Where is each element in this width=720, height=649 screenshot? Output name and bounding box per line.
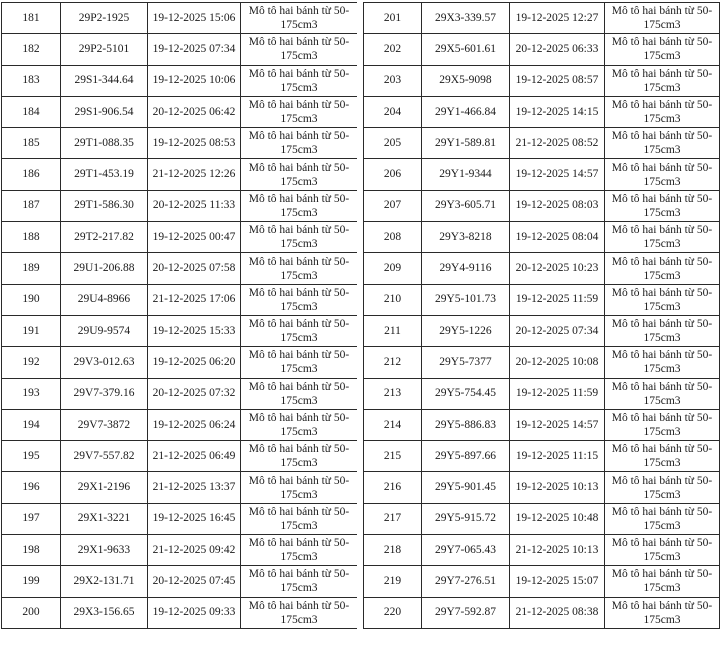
vehicle-type-cell: Mô tô hai bánh từ 50-175cm3 bbox=[241, 503, 358, 534]
stt-cell: 191 bbox=[2, 315, 61, 346]
plate-cell: 29U1-206.88 bbox=[61, 253, 148, 284]
vehicle-type-cell: Mô tô hai bánh từ 50-175cm3 bbox=[241, 284, 358, 315]
plate-cell: 29X1-2196 bbox=[61, 472, 148, 503]
stt-cell: 198 bbox=[2, 535, 61, 566]
plate-cell: 29Y5-901.45 bbox=[422, 472, 510, 503]
plate-cell: 29X3-156.65 bbox=[61, 597, 148, 628]
time-cell: 21-12-2025 17:06 bbox=[148, 284, 241, 315]
plate-cell: 29Y5-915.72 bbox=[422, 503, 510, 534]
vehicle-type-cell: Mô tô hai bánh từ 50-175cm3 bbox=[605, 378, 720, 409]
table-row bbox=[2, 65, 358, 96]
stt-cell: 220 bbox=[364, 597, 422, 628]
time-cell: 20-12-2025 11:33 bbox=[148, 190, 241, 221]
plate-cell: 29P2-5101 bbox=[61, 34, 148, 65]
time-cell: 19-12-2025 14:57 bbox=[510, 159, 605, 190]
time-cell: 19-12-2025 11:59 bbox=[510, 284, 605, 315]
stt-cell: 219 bbox=[364, 566, 422, 597]
table-row bbox=[364, 253, 720, 284]
plate-cell: 29X2-131.71 bbox=[61, 566, 148, 597]
table-row bbox=[364, 409, 720, 440]
stt-cell: 214 bbox=[364, 409, 422, 440]
vehicle-type-cell: Mô tô hai bánh từ 50-175cm3 bbox=[241, 222, 358, 253]
plate-cell: 29V7-379.16 bbox=[61, 378, 148, 409]
plate-cell: 29X1-9633 bbox=[61, 535, 148, 566]
stt-cell: 185 bbox=[2, 128, 61, 159]
table-row bbox=[364, 159, 720, 190]
stt-cell: 205 bbox=[364, 128, 422, 159]
plate-cell: 29U4-8966 bbox=[61, 284, 148, 315]
table-row bbox=[364, 347, 720, 378]
table-row bbox=[364, 566, 720, 597]
stt-cell: 200 bbox=[2, 597, 61, 628]
plate-cell: 29Y7-065.43 bbox=[422, 535, 510, 566]
stt-cell: 188 bbox=[2, 222, 61, 253]
plate-cell: 29T1-586.30 bbox=[61, 190, 148, 221]
time-cell: 20-12-2025 07:34 bbox=[510, 315, 605, 346]
vehicle-type-cell: Mô tô hai bánh từ 50-175cm3 bbox=[241, 315, 358, 346]
vehicle-type-cell: Mô tô hai bánh từ 50-175cm3 bbox=[605, 253, 720, 284]
vehicle-type-cell: Mô tô hai bánh từ 50-175cm3 bbox=[605, 441, 720, 472]
plate-cell: 29Y1-9344 bbox=[422, 159, 510, 190]
vehicle-type-cell: Mô tô hai bánh từ 50-175cm3 bbox=[605, 34, 720, 65]
plate-cell: 29U9-9574 bbox=[61, 315, 148, 346]
table-row bbox=[2, 566, 358, 597]
plate-cell: 29X5-601.61 bbox=[422, 34, 510, 65]
vehicle-type-cell: Mô tô hai bánh từ 50-175cm3 bbox=[241, 597, 358, 628]
time-cell: 19-12-2025 14:57 bbox=[510, 409, 605, 440]
stt-cell: 201 bbox=[364, 3, 422, 34]
table-row bbox=[364, 503, 720, 534]
plate-cell: 29Y5-754.45 bbox=[422, 378, 510, 409]
plate-cell: 29T1-088.35 bbox=[61, 128, 148, 159]
plate-cell: 29Y1-466.84 bbox=[422, 96, 510, 127]
plate-cell: 29V7-557.82 bbox=[61, 441, 148, 472]
plate-cell: 29Y3-8218 bbox=[422, 222, 510, 253]
stt-cell: 202 bbox=[364, 34, 422, 65]
table-row bbox=[364, 597, 720, 628]
stt-cell: 217 bbox=[364, 503, 422, 534]
vehicle-type-cell: Mô tô hai bánh từ 50-175cm3 bbox=[241, 566, 358, 597]
vehicle-type-cell: Mô tô hai bánh từ 50-175cm3 bbox=[241, 190, 358, 221]
stt-cell: 193 bbox=[2, 378, 61, 409]
stt-cell: 190 bbox=[2, 284, 61, 315]
table-row bbox=[364, 190, 720, 221]
vehicle-type-cell: Mô tô hai bánh từ 50-175cm3 bbox=[605, 222, 720, 253]
plate-cell: 29Y1-589.81 bbox=[422, 128, 510, 159]
plate-cell: 29Y4-9116 bbox=[422, 253, 510, 284]
time-cell: 20-12-2025 06:42 bbox=[148, 96, 241, 127]
table-row bbox=[364, 222, 720, 253]
time-cell: 19-12-2025 15:07 bbox=[510, 566, 605, 597]
table-row bbox=[2, 253, 358, 284]
stt-cell: 204 bbox=[364, 96, 422, 127]
stt-cell: 196 bbox=[2, 472, 61, 503]
table-row bbox=[2, 3, 358, 34]
time-cell: 19-12-2025 12:27 bbox=[510, 3, 605, 34]
stt-cell: 203 bbox=[364, 65, 422, 96]
time-cell: 19-12-2025 10:48 bbox=[510, 503, 605, 534]
vehicle-type-cell: Mô tô hai bánh từ 50-175cm3 bbox=[605, 503, 720, 534]
table-row bbox=[364, 3, 720, 34]
stt-cell: 211 bbox=[364, 315, 422, 346]
time-cell: 19-12-2025 08:04 bbox=[510, 222, 605, 253]
time-cell: 21-12-2025 12:26 bbox=[148, 159, 241, 190]
plate-cell: 29Y5-1226 bbox=[422, 315, 510, 346]
time-cell: 21-12-2025 13:37 bbox=[148, 472, 241, 503]
table-row bbox=[2, 378, 358, 409]
time-cell: 19-12-2025 00:47 bbox=[148, 222, 241, 253]
plate-cell: 29Y5-7377 bbox=[422, 347, 510, 378]
table-row bbox=[364, 472, 720, 503]
table-row bbox=[364, 378, 720, 409]
time-cell: 21-12-2025 10:13 bbox=[510, 535, 605, 566]
vehicle-type-cell: Mô tô hai bánh từ 50-175cm3 bbox=[241, 159, 358, 190]
stt-cell: 213 bbox=[364, 378, 422, 409]
vehicle-type-cell: Mô tô hai bánh từ 50-175cm3 bbox=[241, 96, 358, 127]
stt-cell: 183 bbox=[2, 65, 61, 96]
time-cell: 19-12-2025 15:33 bbox=[148, 315, 241, 346]
time-cell: 19-12-2025 08:57 bbox=[510, 65, 605, 96]
time-cell: 19-12-2025 15:06 bbox=[148, 3, 241, 34]
vehicle-type-cell: Mô tô hai bánh từ 50-175cm3 bbox=[605, 315, 720, 346]
table-row bbox=[2, 597, 358, 628]
stt-cell: 210 bbox=[364, 284, 422, 315]
table-row bbox=[364, 315, 720, 346]
vehicle-type-cell: Mô tô hai bánh từ 50-175cm3 bbox=[241, 128, 358, 159]
vehicle-type-cell: Mô tô hai bánh từ 50-175cm3 bbox=[241, 65, 358, 96]
table-row bbox=[2, 128, 358, 159]
vehicle-type-cell: Mô tô hai bánh từ 50-175cm3 bbox=[605, 409, 720, 440]
time-cell: 21-12-2025 09:42 bbox=[148, 535, 241, 566]
table-row bbox=[364, 34, 720, 65]
plate-cell: 29V3-012.63 bbox=[61, 347, 148, 378]
time-cell: 19-12-2025 09:33 bbox=[148, 597, 241, 628]
time-cell: 21-12-2025 08:38 bbox=[510, 597, 605, 628]
table-row bbox=[364, 65, 720, 96]
plate-cell: 29T2-217.82 bbox=[61, 222, 148, 253]
violations-table-left bbox=[1, 2, 358, 629]
vehicle-type-cell: Mô tô hai bánh từ 50-175cm3 bbox=[605, 347, 720, 378]
plate-cell: 29Y5-886.83 bbox=[422, 409, 510, 440]
table-row bbox=[2, 190, 358, 221]
time-cell: 19-12-2025 16:45 bbox=[148, 503, 241, 534]
plate-cell: 29X1-3221 bbox=[61, 503, 148, 534]
violations-table-right bbox=[363, 2, 720, 629]
table-row bbox=[2, 409, 358, 440]
vehicle-type-cell: Mô tô hai bánh từ 50-175cm3 bbox=[605, 96, 720, 127]
time-cell: 19-12-2025 08:03 bbox=[510, 190, 605, 221]
table-row bbox=[2, 472, 358, 503]
stt-cell: 212 bbox=[364, 347, 422, 378]
vehicle-type-cell: Mô tô hai bánh từ 50-175cm3 bbox=[605, 535, 720, 566]
time-cell: 21-12-2025 06:49 bbox=[148, 441, 241, 472]
stt-cell: 181 bbox=[2, 3, 61, 34]
time-cell: 20-12-2025 10:23 bbox=[510, 253, 605, 284]
stt-cell: 216 bbox=[364, 472, 422, 503]
vehicle-type-cell: Mô tô hai bánh từ 50-175cm3 bbox=[605, 190, 720, 221]
time-cell: 19-12-2025 14:15 bbox=[510, 96, 605, 127]
stt-cell: 189 bbox=[2, 253, 61, 284]
plate-cell: 29V7-3872 bbox=[61, 409, 148, 440]
time-cell: 20-12-2025 07:32 bbox=[148, 378, 241, 409]
table-row bbox=[364, 441, 720, 472]
plate-cell: 29P2-1925 bbox=[61, 3, 148, 34]
plate-cell: 29T1-453.19 bbox=[61, 159, 148, 190]
vehicle-type-cell: Mô tô hai bánh từ 50-175cm3 bbox=[605, 159, 720, 190]
table-row bbox=[2, 315, 358, 346]
time-cell: 20-12-2025 10:08 bbox=[510, 347, 605, 378]
table-row bbox=[364, 284, 720, 315]
table-row bbox=[364, 128, 720, 159]
vehicle-type-cell: Mô tô hai bánh từ 50-175cm3 bbox=[605, 284, 720, 315]
table-row bbox=[2, 347, 358, 378]
time-cell: 20-12-2025 06:33 bbox=[510, 34, 605, 65]
time-cell: 20-12-2025 07:45 bbox=[148, 566, 241, 597]
stt-cell: 192 bbox=[2, 347, 61, 378]
time-cell: 19-12-2025 07:34 bbox=[148, 34, 241, 65]
vehicle-type-cell: Mô tô hai bánh từ 50-175cm3 bbox=[605, 128, 720, 159]
vehicle-type-cell: Mô tô hai bánh từ 50-175cm3 bbox=[241, 409, 358, 440]
stt-cell: 194 bbox=[2, 409, 61, 440]
vehicle-type-cell: Mô tô hai bánh từ 50-175cm3 bbox=[241, 441, 358, 472]
stt-cell: 184 bbox=[2, 96, 61, 127]
plate-cell: 29S1-906.54 bbox=[61, 96, 148, 127]
table-row bbox=[2, 222, 358, 253]
vehicle-type-cell: Mô tô hai bánh từ 50-175cm3 bbox=[241, 253, 358, 284]
vehicle-type-cell: Mô tô hai bánh từ 50-175cm3 bbox=[605, 472, 720, 503]
table-row bbox=[2, 34, 358, 65]
time-cell: 19-12-2025 06:20 bbox=[148, 347, 241, 378]
table-row bbox=[2, 535, 358, 566]
plate-cell: 29Y7-276.51 bbox=[422, 566, 510, 597]
time-cell: 21-12-2025 08:52 bbox=[510, 128, 605, 159]
plate-cell: 29X5-9098 bbox=[422, 65, 510, 96]
vehicle-type-cell: Mô tô hai bánh từ 50-175cm3 bbox=[241, 535, 358, 566]
vehicle-type-cell: Mô tô hai bánh từ 50-175cm3 bbox=[241, 34, 358, 65]
table-row bbox=[2, 96, 358, 127]
table-body-right bbox=[364, 3, 720, 629]
stt-cell: 187 bbox=[2, 190, 61, 221]
vehicle-type-cell: Mô tô hai bánh từ 50-175cm3 bbox=[241, 378, 358, 409]
table-body-left bbox=[2, 3, 358, 629]
stt-cell: 208 bbox=[364, 222, 422, 253]
plate-cell: 29Y7-592.87 bbox=[422, 597, 510, 628]
stt-cell: 195 bbox=[2, 441, 61, 472]
stt-cell: 206 bbox=[364, 159, 422, 190]
stt-cell: 186 bbox=[2, 159, 61, 190]
stt-cell: 209 bbox=[364, 253, 422, 284]
time-cell: 19-12-2025 11:59 bbox=[510, 378, 605, 409]
plate-cell: 29Y5-101.73 bbox=[422, 284, 510, 315]
stt-cell: 215 bbox=[364, 441, 422, 472]
plate-cell: 29Y5-897.66 bbox=[422, 441, 510, 472]
table-row bbox=[2, 159, 358, 190]
time-cell: 20-12-2025 07:58 bbox=[148, 253, 241, 284]
time-cell: 19-12-2025 08:53 bbox=[148, 128, 241, 159]
vehicle-type-cell: Mô tô hai bánh từ 50-175cm3 bbox=[241, 3, 358, 34]
time-cell: 19-12-2025 10:13 bbox=[510, 472, 605, 503]
time-cell: 19-12-2025 06:24 bbox=[148, 409, 241, 440]
table-row bbox=[2, 441, 358, 472]
vehicle-type-cell: Mô tô hai bánh từ 50-175cm3 bbox=[605, 65, 720, 96]
table-row bbox=[2, 503, 358, 534]
vehicle-type-cell: Mô tô hai bánh từ 50-175cm3 bbox=[241, 472, 358, 503]
stt-cell: 197 bbox=[2, 503, 61, 534]
table-row bbox=[364, 535, 720, 566]
vehicle-type-cell: Mô tô hai bánh từ 50-175cm3 bbox=[605, 3, 720, 34]
vehicle-type-cell: Mô tô hai bánh từ 50-175cm3 bbox=[605, 566, 720, 597]
stt-cell: 182 bbox=[2, 34, 61, 65]
column-gap bbox=[357, 0, 362, 649]
plate-cell: 29Y3-605.71 bbox=[422, 190, 510, 221]
plate-cell: 29S1-344.64 bbox=[61, 65, 148, 96]
vehicle-type-cell: Mô tô hai bánh từ 50-175cm3 bbox=[605, 597, 720, 628]
stt-cell: 207 bbox=[364, 190, 422, 221]
table-row bbox=[2, 284, 358, 315]
plate-cell: 29X3-339.57 bbox=[422, 3, 510, 34]
time-cell: 19-12-2025 11:15 bbox=[510, 441, 605, 472]
stt-cell: 218 bbox=[364, 535, 422, 566]
table-row bbox=[364, 96, 720, 127]
stt-cell: 199 bbox=[2, 566, 61, 597]
time-cell: 19-12-2025 10:06 bbox=[148, 65, 241, 96]
vehicle-type-cell: Mô tô hai bánh từ 50-175cm3 bbox=[241, 347, 358, 378]
